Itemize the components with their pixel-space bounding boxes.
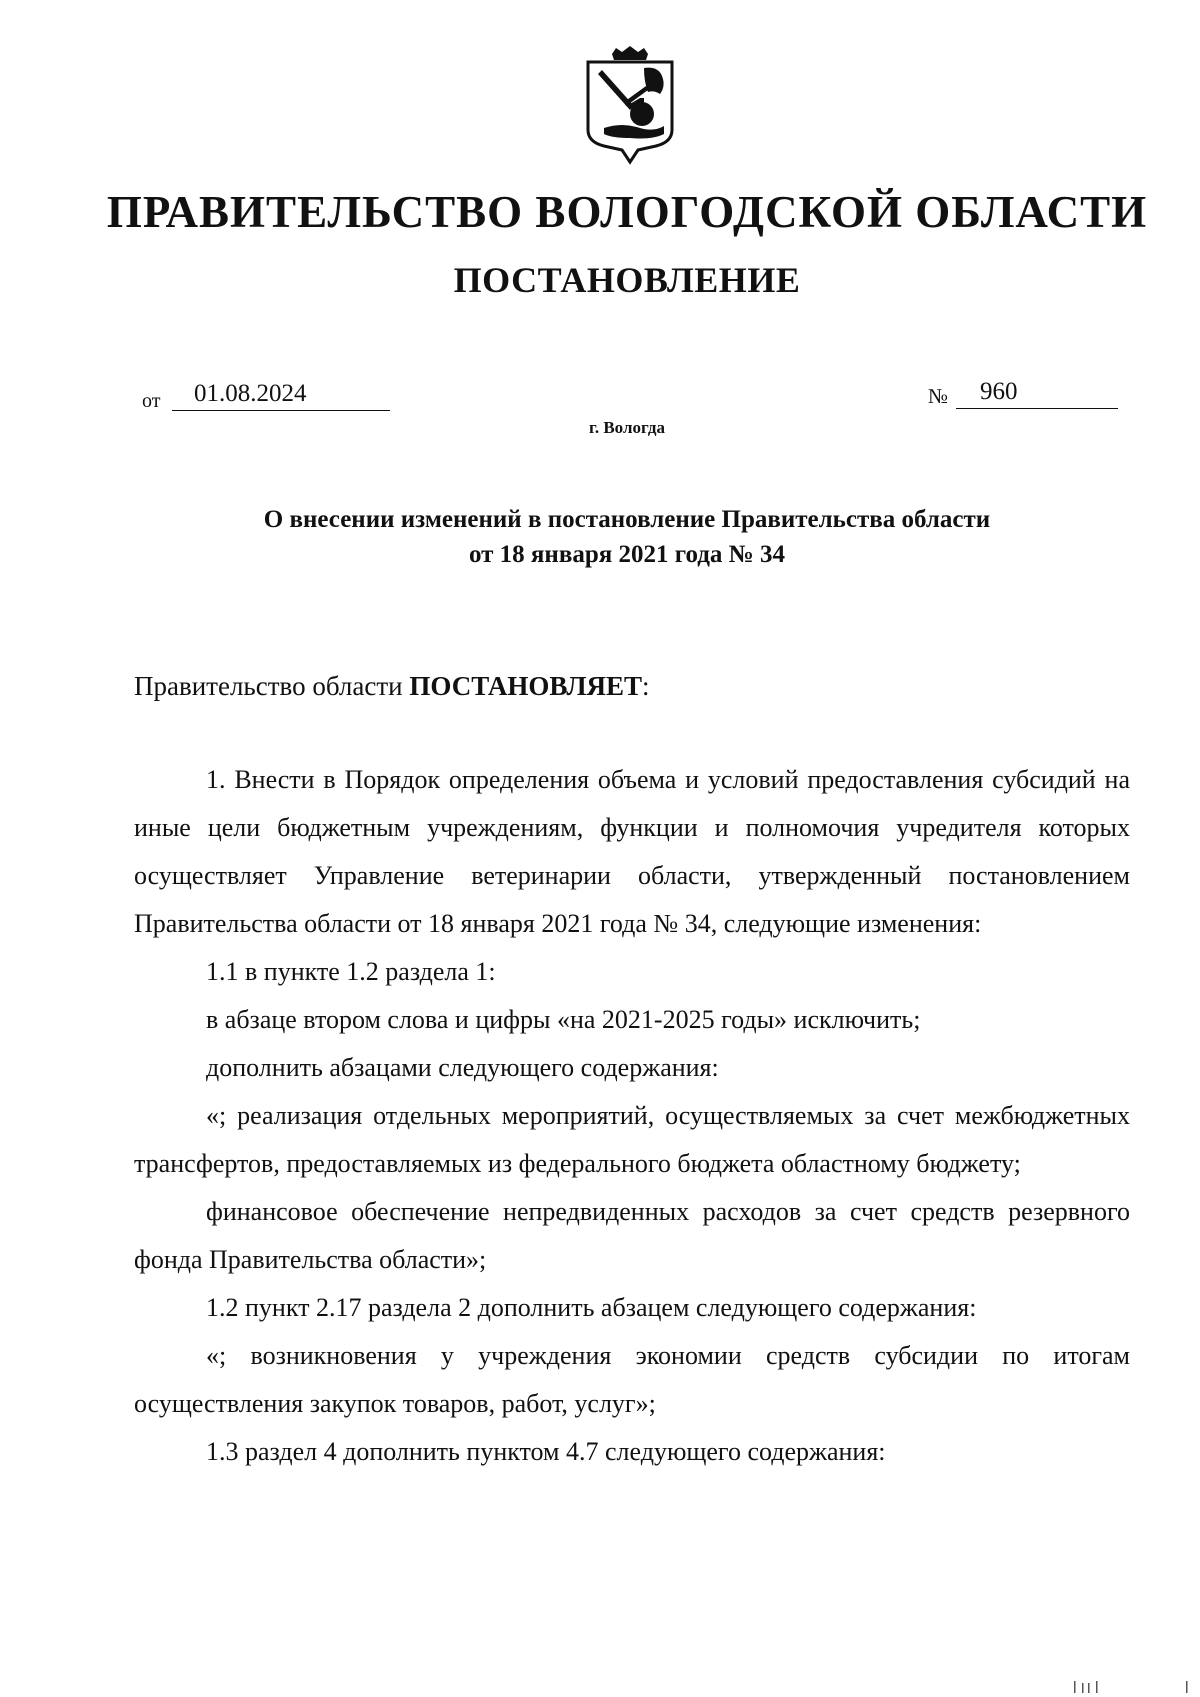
paragraph-1-1: 1.1 в пункте 1.2 раздела 1: bbox=[206, 957, 496, 986]
paragraph-quote-3: «; возникновения у учреждения экономии средств субсидии по итогам осуществления закупок товаров, работ, услуг»; bbox=[134, 1341, 1130, 1418]
date-value: 01.08.2024 bbox=[172, 378, 390, 411]
paragraph-1-1-b: дополнить абзацами следующего содержания: bbox=[206, 1053, 719, 1082]
preamble-colon: : bbox=[641, 671, 650, 701]
subject-line-2: от 18 января 2021 года № 34 bbox=[468, 541, 786, 568]
paragraph-quote-2: финансовое обеспечение непредвиденных расходов за счет средств резервного фонда Правительства области»; bbox=[134, 1197, 1130, 1274]
date-label: от bbox=[142, 390, 161, 412]
vologda-coat-of-arms-icon bbox=[582, 46, 678, 166]
preamble bbox=[134, 668, 650, 704]
number-label: № bbox=[928, 384, 949, 408]
paragraph-1-3: 1.3 раздел 4 дополнить пунктом 4.7 следующего содержания: bbox=[206, 1437, 886, 1466]
date-number-row bbox=[0, 378, 1200, 418]
preamble-resolves: ПОСТАНОВЛЯЕТ bbox=[409, 671, 642, 701]
coat-of-arms-emblem bbox=[582, 46, 678, 166]
document-subject bbox=[0, 502, 1200, 572]
scan-artifact-marks bbox=[1074, 1679, 1194, 1693]
city-name: г. Вологда bbox=[589, 418, 665, 437]
paragraph-1-1-a: в абзаце втором слова и цифры «на 2021-2025 годы» исключить; bbox=[206, 1005, 921, 1034]
paragraph-quote-1: «; реализация отдельных мероприятий, осуществляемых за счет межбюджетных трансфертов, предоставляемых из федерального бюджета областному бюджету; bbox=[134, 1101, 1130, 1178]
organization-title: ПРАВИТЕЛЬСТВО ВОЛОГОДСКОЙ ОБЛАСТИ bbox=[106, 187, 1148, 237]
document-type-title: ПОСТАНОВЛЕНИЕ bbox=[453, 260, 801, 300]
subject-line-1: О внесении изменений в постановление Правительства области bbox=[263, 506, 991, 533]
number-value: 960 bbox=[956, 376, 1118, 409]
preamble-text: Правительство области bbox=[134, 671, 410, 701]
paragraph-1: 1. Внести в Порядок определения объема и условий предоставления субсидий на иные цели бюджетным учреждениям, функции и полномочия учредителя которых осуществляет Управление ветеринарии области, утвержденный постановлением Правительства области от 18 января 2021 года № 34, следующие изменения: bbox=[134, 765, 1130, 938]
paragraph-1-2: 1.2 пункт 2.17 раздела 2 дополнить абзацем следующего содержания: bbox=[206, 1293, 977, 1322]
document-body bbox=[134, 756, 1130, 1476]
